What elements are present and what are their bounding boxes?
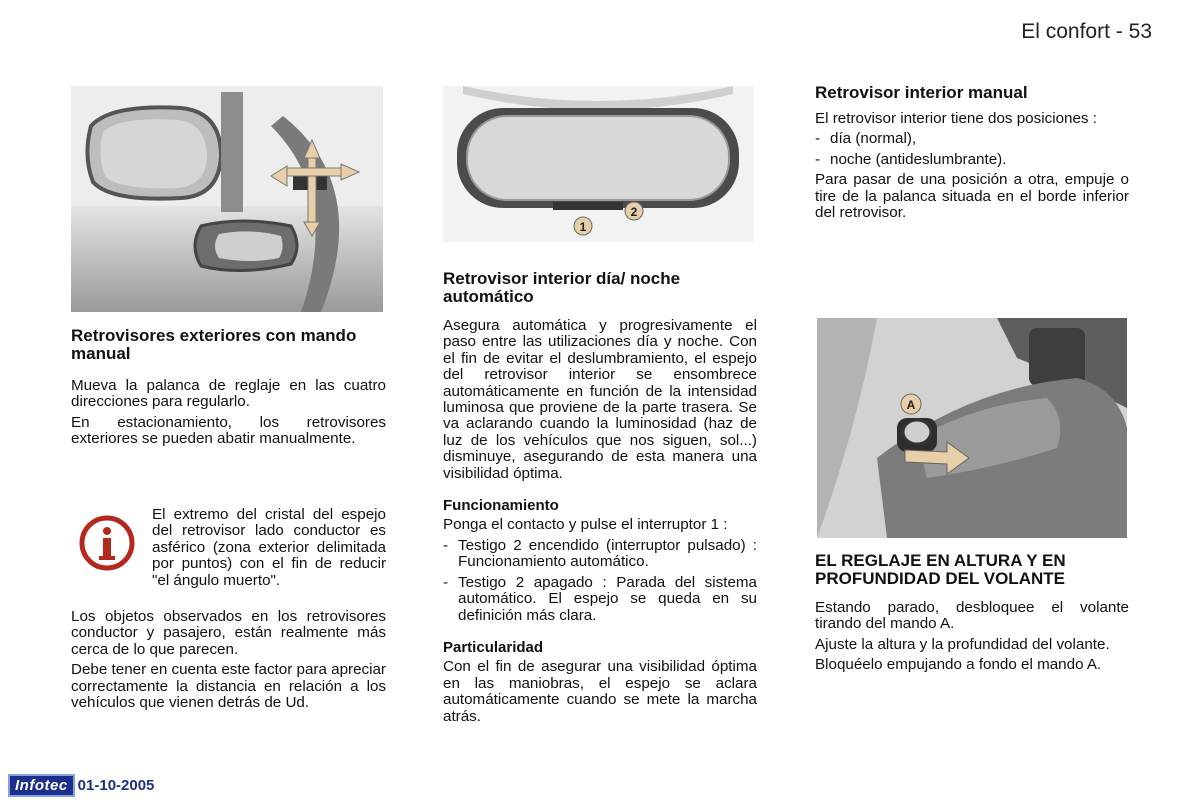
info-note-p1: El extremo del cristal del espejo del retrovisor lado conductor es asférico (zona exterior delimitada por puntos) con el fin de reducir "el ángulo muerto". — [152, 506, 386, 589]
particularity-p1: Con el fin de asegurar una visibilidad óptima en las maniobras, el espejo se aclara automáticamente cuando se mete la marcha atrás. — [443, 658, 757, 725]
column-exterior-mirrors — [71, 327, 386, 452]
steering-lever-figure — [817, 318, 1127, 538]
steering-adjust-p3: Bloquéelo empujando a fondo el mando A. — [815, 656, 1102, 674]
page-number: 53 — [1128, 20, 1152, 43]
interior-mirror-figure — [443, 86, 753, 242]
list-item: - Testigo 2 encendido (interruptor pulsado) : Funcionamiento automático. — [443, 536, 757, 571]
info-note-continued — [71, 609, 386, 715]
footer-date: 01-10-2005 — [77, 777, 155, 794]
exterior-mirrors-title: Retrovisores exteriores con mando manual — [71, 326, 357, 363]
manual-mirror-p1: El retrovisor interior tiene dos posiciones : — [815, 110, 1097, 127]
manual-mirror-bullet-1: día (normal), — [830, 130, 917, 148]
column-auto-mirror — [443, 270, 757, 729]
manual-mirror-title: Retrovisor interior manual — [815, 83, 1028, 102]
figure-label-1: 1 — [579, 220, 587, 234]
auto-mirror-title: Retrovisor interior día/ noche automático — [443, 269, 681, 306]
list-item: - noche (antideslumbrante). — [815, 152, 1129, 168]
operation-bullet-1: Testigo 2 encendido (interruptor pulsado) : Funcionamiento automático. — [458, 536, 757, 571]
column-steering-adjust — [815, 552, 1129, 678]
figure-label-a: A — [906, 398, 916, 412]
operation-bullet-2: Testigo 2 apagado : Parada del sistema automático. El espejo se queda en su definición más clara. — [458, 573, 757, 624]
steering-adjust-p1: Estando parado, desbloquee el volante tirando del mando A. — [815, 599, 1129, 633]
exterior-mirror-figure — [71, 86, 383, 312]
info-note-p2: Los objetos observados en los retrovisores conductor y pasajero, están realmente más cerca de lo que parecen. — [71, 608, 386, 658]
exterior-mirrors-p2: En estacionamiento, los retrovisores exteriores se pueden abatir manualmente. — [71, 413, 386, 448]
list-item: - Testigo 2 apagado : Parada del sistema automático. El espejo se queda en su definición más clara. — [443, 573, 757, 624]
operation-subtitle: Funcionamiento — [443, 497, 559, 515]
info-note-p3: Debe tener en cuenta este factor para apreciar correctamente la distancia en relación a los vehículos que vienen detrás de Ud. — [71, 661, 386, 712]
steering-adjust-title: EL REGLAJE EN ALTURA Y EN PROFUNDIDAD DEL VOLANTE — [815, 551, 1066, 588]
footer — [8, 774, 154, 797]
header-separator: - — [1115, 20, 1123, 43]
figure-label-2: 2 — [630, 205, 638, 219]
particularity-subtitle: Particularidad — [443, 638, 544, 656]
info-note — [152, 507, 386, 593]
manual-mirror-p2: Para pasar de una posición a otra, empuje o tire de la palanca situada en el borde inferior del retrovisor. — [815, 171, 1129, 222]
infotec-logo: Infotec — [8, 774, 75, 797]
exterior-mirrors-p1: Mueva la palanca de reglaje en las cuatro direcciones para regularlo. — [71, 377, 386, 411]
section-title: El confort — [1021, 20, 1110, 43]
steering-adjust-p2: Ajuste la altura y la profundidad del volante. — [815, 635, 1110, 653]
page-header — [1021, 20, 1152, 44]
operation-p1: Ponga el contacto y pulse el interruptor 1 : — [443, 516, 728, 534]
column-manual-mirror — [815, 84, 1129, 225]
manual-mirror-bullet-2: noche (antideslumbrante). — [830, 150, 1007, 168]
list-item: - día (normal), — [815, 131, 1129, 147]
auto-mirror-p1: Asegura automática y progresivamente el paso entre las utilizaciones día y noche. Con el fin de evitar el deslumbramiento, el espejo del retrovisor interior se ensombrece automáticamente en función de la intensidad luminosa que proviene de la parte trasera. Se va aclarando cuando la luminosidad (haz de luz de los vehículos que nos siguen, sol...) disminuye, asegurando de esta manera una visibilidad óptima. — [443, 317, 757, 482]
info-icon — [79, 515, 135, 571]
